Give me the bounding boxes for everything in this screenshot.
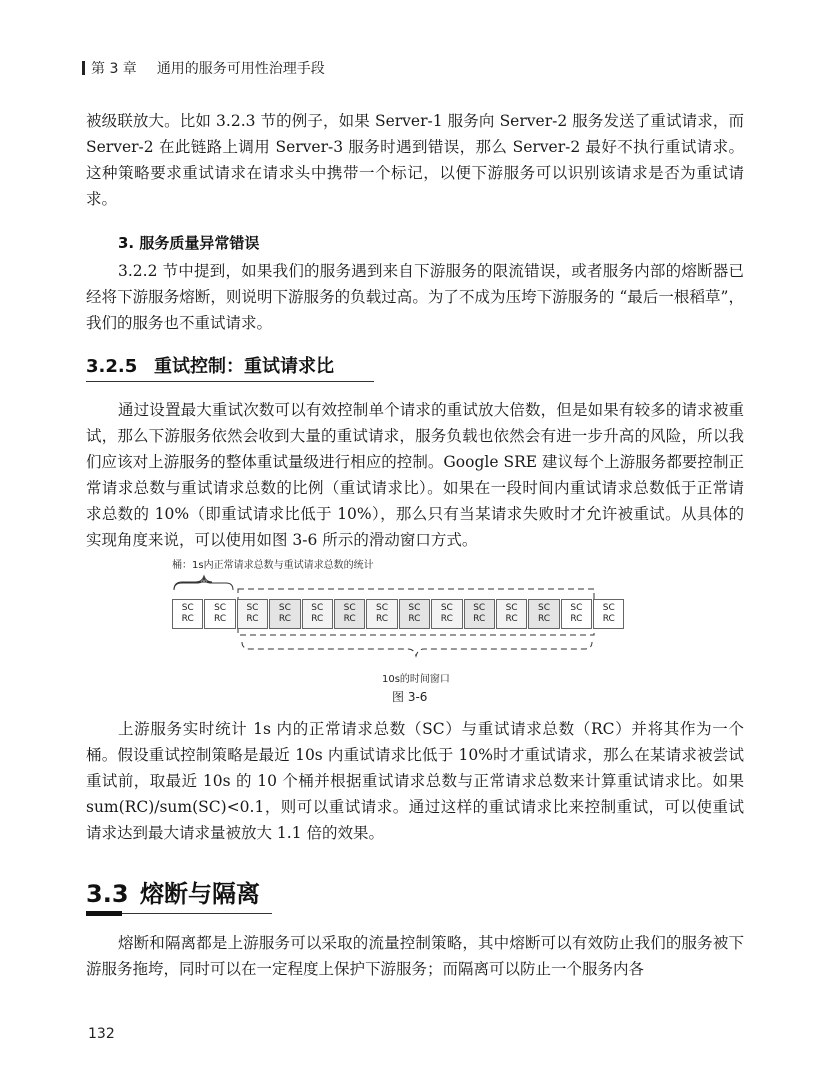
bucket-cell: SC RC <box>593 599 624 629</box>
bucket-cell: SC RC <box>237 599 268 629</box>
window-label: 10s的时间窗口 <box>382 674 450 685</box>
paragraph-circuit-breaker: 熔断和隔离都是上游服务可以采取的流量控制策略，其中熔断可以有效防止我们的服务被下游服务拖垮，同时可以在一定程度上保护下游服务；而隔离可以防止一个服务内各 <box>86 934 744 978</box>
bucket-cell: SC RC <box>366 599 397 629</box>
bucket-cell: SC RC <box>399 599 430 629</box>
paragraph-service-error: 3.2.2 节中提到，如果我们的服务遇到来自下游服务的限流错误，或者服务内部的熔断器已经将下游服务熔断，则说明下游服务的负载过高。为了不成为压垮下游服务的 “最后一根稻草”，我们的服务也不重试请求。 <box>86 262 744 332</box>
chapter-section-title: 熔断与隔离 <box>140 880 260 908</box>
header-title: 通用的服务可用性治理手段 <box>156 61 325 77</box>
chapter-section-number: 3.3 <box>86 880 129 908</box>
header-chapter: 第 3 章 <box>91 61 137 77</box>
window-brace <box>242 642 592 656</box>
bucket-cell: SC RC <box>334 599 365 629</box>
paragraph-bucket-stats: 上游服务实时统计 1s 内的正常请求总数（SC）与重试请求总数（RC）并将其作为一个桶。假设重试控制策略是最近 10s 内重试请求比低于 10%时才重试请求，那么在某请求被尝试重试前，取最近 10s 的 10 个桶并根据重试请求总数与正常请求总数来计算重试请求比。如果 sum(RC)/sum(SC)<0.1，则可以重试请求。通过这样的重试请求比来控制重试，可以使重试请求达到最大请求量被放大 1.1 倍的效果。 <box>86 720 744 842</box>
running-header <box>82 58 325 78</box>
bucket-label: 桶：1s内正常请求总数与重试请求总数的统计 <box>172 560 374 571</box>
section-heading <box>86 352 334 378</box>
page-number: 132 <box>88 1026 115 1042</box>
figure-caption: 图 3-6 <box>392 690 428 704</box>
paragraph-retry-amplification: 被级联放大。比如 3.2.3 节的例子，如果 Server-1 服务向 Server-2 服务发送了重试请求，而 Server-2 在此链路上调用 Server-3 服务时遇到错误，那么 Server-2 最好不执行重试请求。这种策略要求重试请求在请求头中携带一个标记，以便下游服务可以识别该请求是否为重试请求。 <box>86 112 744 208</box>
bucket-cell: SC RC <box>528 599 559 629</box>
header-bar <box>82 61 85 75</box>
section-number: 3.2.5 <box>86 356 138 377</box>
chapter-section-heading <box>86 874 260 909</box>
bucket-cell: SC RC <box>172 599 203 629</box>
chapter-rule-thin <box>122 913 272 914</box>
subheading-service-error: 3. 服务质量异常错误 <box>118 234 260 252</box>
chapter-rule-thick <box>86 911 122 916</box>
bucket-cell: SC RC <box>496 599 527 629</box>
sliding-window-figure <box>172 556 672 706</box>
bucket-cell: SC RC <box>464 599 495 629</box>
paragraph-retry-ratio: 通过设置最大重试次数可以有效控制单个请求的重试放大倍数，但是如果有较多的请求被重试，那么下游服务依然会收到大量的重试请求，服务负载也依然会有进一步升高的风险，所以我们应该对上游服务的整体重试量级进行相应的控制。Google SRE 建议每个上游服务都要控制正常请求总数与重试请求总数的比例（重试请求比）。如果在一段时间内重试请求总数低于正常请求总数的 10%（即重试请求比低于 10%），那么只有当某请求失败时才允许被重试。从具体的实现角度来说，可以使用如图 3-6 所示的滑动窗口方式。 <box>86 401 744 549</box>
bucket-cell: SC RC <box>561 599 592 629</box>
bucket-brace-shape <box>174 578 233 590</box>
bucket-cell: SC RC <box>269 599 300 629</box>
bucket-cell: SC RC <box>431 599 462 629</box>
bucket-cell: SC RC <box>204 599 235 629</box>
section-rule <box>86 381 374 382</box>
bucket-cells <box>172 599 625 629</box>
section-title: 重试控制：重试请求比 <box>154 356 334 377</box>
bucket-cell: SC RC <box>302 599 333 629</box>
